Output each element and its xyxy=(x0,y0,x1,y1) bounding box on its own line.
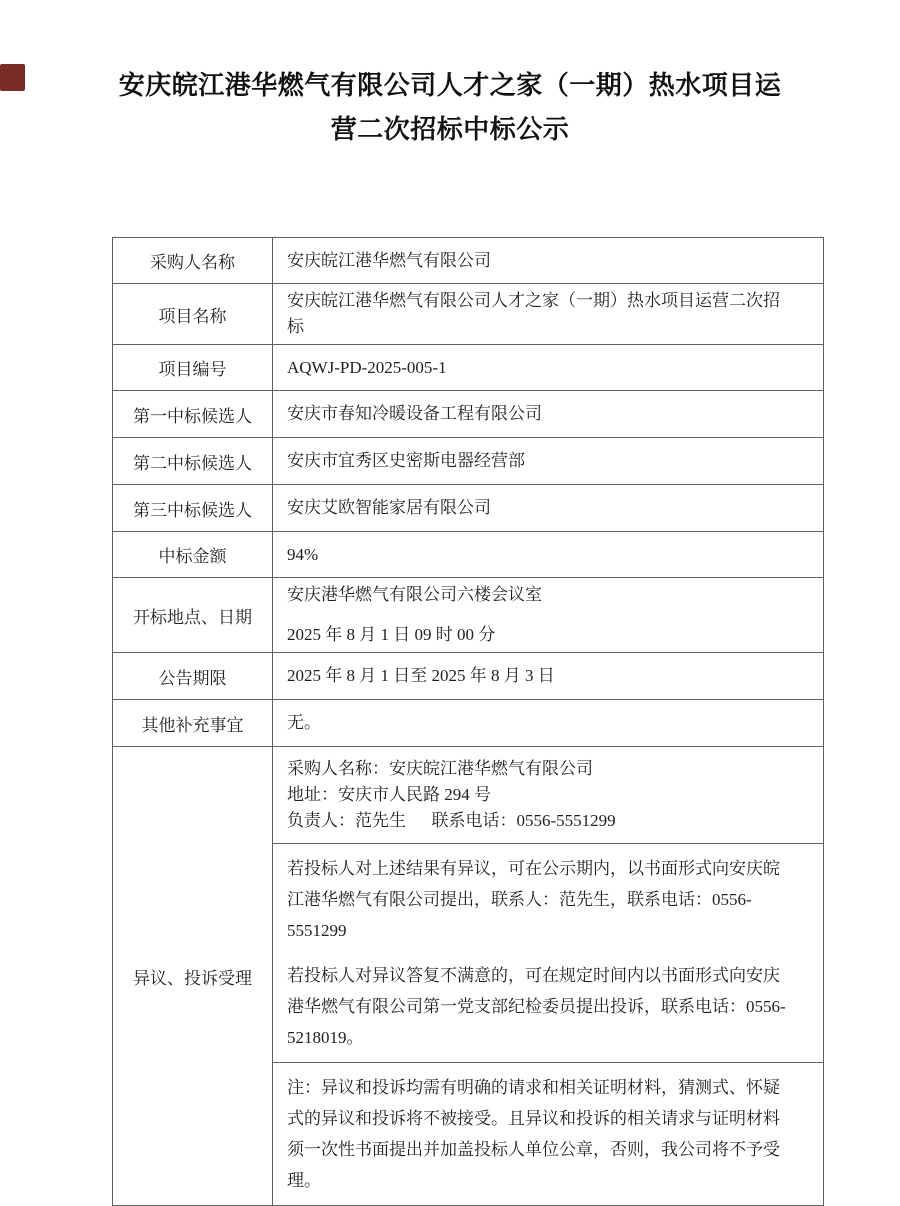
row-value xyxy=(273,578,823,652)
row-value: 2025 年 8 月 1 日至 2025 年 8 月 3 日 xyxy=(287,666,555,685)
table-row-purchaser xyxy=(113,238,823,284)
row-value: AQWJ-PD-2025-005-1 xyxy=(287,357,447,377)
contact-address: 地址：安庆市人民路 294 号 xyxy=(287,785,491,804)
table-row-project-number xyxy=(113,345,823,391)
row-label: 第一中标候选人 xyxy=(113,391,273,437)
row-label: 项目名称 xyxy=(113,284,273,344)
objection-paragraph: 若投标人对上述结果有异议，可在公示期内，以书面形式向安庆皖江港华燃气有限公司提出，联系人：范先生，联系电话：0556-5551299 xyxy=(287,859,780,940)
table-row-opening-place-date xyxy=(113,578,823,653)
row-value: 安庆皖江港华燃气有限公司 xyxy=(287,250,491,270)
row-label: 开标地点、日期 xyxy=(113,578,273,652)
row-label: 项目编号 xyxy=(113,345,273,390)
table-row-other-matters xyxy=(113,700,823,747)
page-title-line-1: 安庆皖江港华燃气有限公司人才之家（一期）热水项目运 xyxy=(118,71,782,100)
contact-purchaser-name: 采购人名称：安庆皖江港华燃气有限公司 xyxy=(287,759,593,778)
page-title xyxy=(0,64,900,152)
row-label: 第二中标候选人 xyxy=(113,438,273,484)
opening-datetime: 2025 年 8 月 1 日 09 时 00 分 xyxy=(287,625,496,644)
note-subcell xyxy=(273,1063,823,1205)
table-row-candidate-2 xyxy=(113,438,823,485)
objection-subcolumn xyxy=(273,747,823,1205)
corner-logo-mark xyxy=(0,64,25,91)
row-label: 其他补充事宜 xyxy=(113,700,273,746)
note-text: 注：异议和投诉均需有明确的请求和相关证明材料，猜测式、怀疑式的异议和投诉将不被接受。且异议和投诉的相关请求与证明材料须一次性书面提出并加盖投标人单位公章，否则，我公司将不予受理。 xyxy=(287,1078,780,1190)
table-row-project-name xyxy=(113,284,823,345)
table-row-objection-complaint xyxy=(113,747,823,1205)
row-value: 安庆市春知冷暖设备工程有限公司 xyxy=(287,404,542,423)
table-row-candidate-3 xyxy=(113,485,823,532)
row-value: 94% xyxy=(287,544,319,564)
opening-place: 安庆港华燃气有限公司六楼会议室 xyxy=(287,585,542,604)
table-row-candidate-1 xyxy=(113,391,823,438)
contact-person-phone: 负责人：范先生 联系电话：0556-5551299 xyxy=(287,811,616,830)
row-value: 安庆艾欧智能家居有限公司 xyxy=(287,498,491,517)
row-label: 第三中标候选人 xyxy=(113,485,273,531)
purchaser-contact-subcell xyxy=(273,747,823,844)
row-label: 采购人名称 xyxy=(113,238,273,283)
row-value: 安庆皖江港华燃气有限公司人才之家（一期）热水项目运营二次招标 xyxy=(287,291,780,336)
page-title-line-2: 营二次招标中标公示 xyxy=(330,115,570,144)
row-value: 无。 xyxy=(287,713,321,732)
row-label: 中标金额 xyxy=(113,532,273,577)
objection-procedure-subcell xyxy=(273,844,823,1063)
bid-announcement-table xyxy=(112,237,824,1206)
table-row-award-amount xyxy=(113,532,823,578)
complaint-paragraph: 若投标人对异议答复不满意的，可在规定时间内以书面形式向安庆港华燃气有限公司第一党支部纪检委员提出投诉，联系电话：0556-5218019。 xyxy=(287,966,786,1047)
table-row-announcement-period xyxy=(113,653,823,700)
row-label: 公告期限 xyxy=(113,653,273,699)
row-value: 安庆市宜秀区史密斯电器经营部 xyxy=(287,451,525,470)
row-label: 异议、投诉受理 xyxy=(113,747,273,1205)
